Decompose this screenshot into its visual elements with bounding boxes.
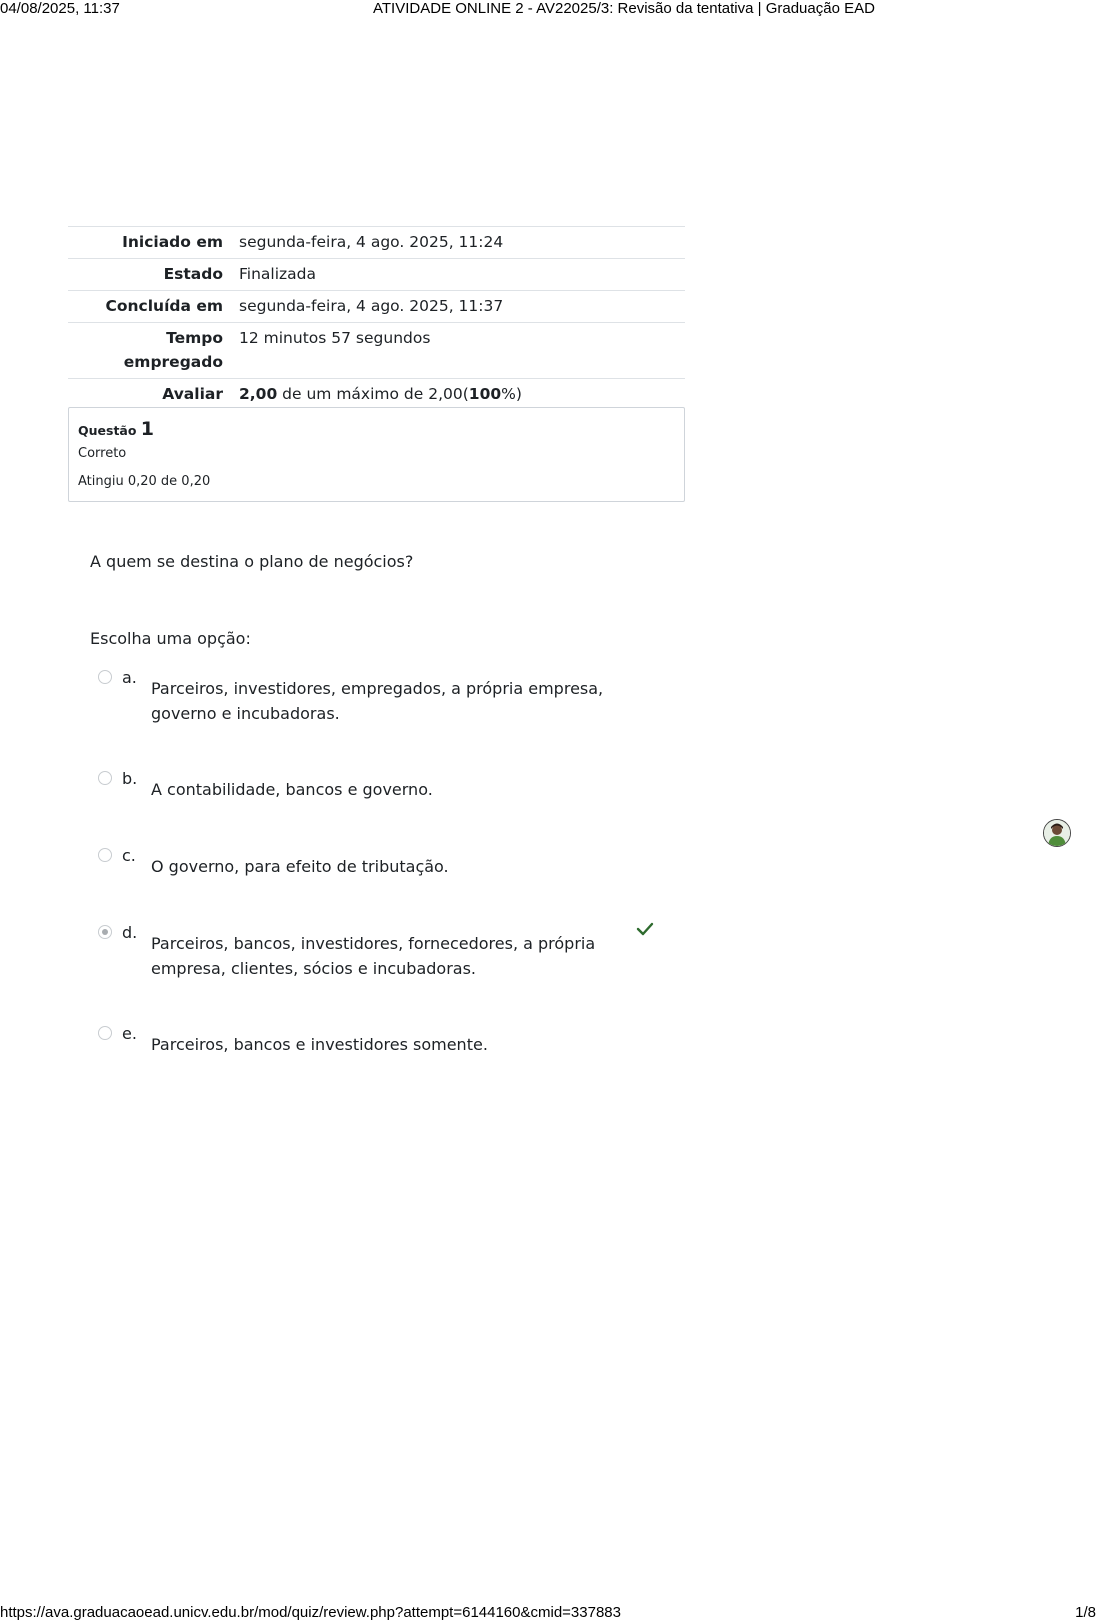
option-letter: a. [122,668,137,687]
state-label: Estado [163,265,223,283]
summary-row-time [68,323,685,379]
question-info-box [68,407,685,502]
question-state: Correto [78,446,127,461]
radio-b[interactable] [98,771,112,785]
grade-value [239,379,685,411]
grade-mid: de um máximo de 2,00( [277,385,469,403]
grade-percent: 100 [468,385,502,403]
radio-a[interactable] [98,670,112,684]
print-url: https://ava.graduacaoead.unicv.edu.br/mod/quiz/review.php?attempt=6144160&cmid=337883 [0,1604,621,1621]
summary-row-grade [68,379,685,411]
option-letter: d. [122,923,138,942]
correct-check-icon [636,922,654,936]
print-page-number: 1/8 [1075,1604,1096,1621]
print-footer [0,1604,1096,1624]
attempt-summary-table [68,226,685,410]
option-text: O governo, para efeito de tributação. [151,857,449,876]
option-letter: c. [122,846,136,865]
radio-e[interactable] [98,1026,112,1040]
question-number [78,418,154,440]
summary-row-state [68,259,685,291]
completed-value: segunda-feira, 4 ago. 2025, 11:37 [239,297,504,315]
print-date: 04/08/2025, 11:37 [0,0,120,17]
question-grade: Atingiu 0,20 de 0,20 [78,474,211,489]
state-value: Finalizada [239,265,317,283]
assistant-avatar-icon[interactable] [1043,819,1071,847]
grade-end: %) [501,385,522,403]
time-label-line2: empregado [123,353,223,371]
summary-row-completed [68,291,685,323]
time-value: 12 minutos 57 segundos [239,329,431,347]
print-header [0,0,1096,20]
started-value: segunda-feira, 4 ago. 2025, 11:24 [239,233,504,251]
avatar-image [1044,820,1070,846]
option-text: Parceiros, investidores, empregados, a própria empresa, governo e incubadoras. [151,679,604,723]
question-label: Questão [78,423,141,438]
option-text: Parceiros, bancos, investidores, fornecedores, a própria empresa, clientes, sócios e incubadoras. [151,934,596,978]
print-page-title: ATIVIDADE ONLINE 2 - AV22025/3: Revisão da tentativa | Graduação EAD [373,0,875,17]
grade-label: Avaliar [162,385,223,403]
grade-score: 2,00 [239,385,278,403]
time-label [68,323,239,379]
option-letter: b. [122,769,138,788]
answer-prompt: Escolha uma opção: [90,629,251,648]
option-text: A contabilidade, bancos e governo. [151,780,433,799]
completed-label: Concluída em [105,297,223,315]
summary-row-started [68,227,685,259]
radio-c[interactable] [98,848,112,862]
question-number-value: 1 [140,418,155,440]
radio-d[interactable] [98,925,112,939]
started-label: Iniciado em [122,233,223,251]
option-text: Parceiros, bancos e investidores somente. [151,1035,488,1054]
question-text: A quem se destina o plano de negócios? [90,552,414,571]
time-label-line1: Tempo [166,329,223,347]
option-letter: e. [122,1024,137,1043]
